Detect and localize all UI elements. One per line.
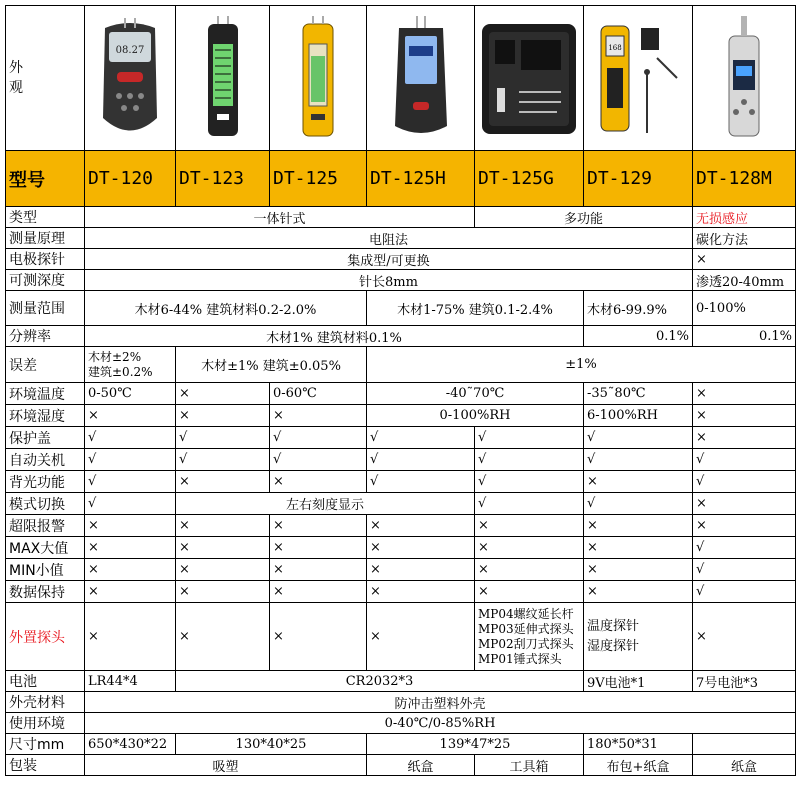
appearance-label: 外 观	[6, 6, 85, 151]
cell: 130*40*25	[176, 734, 367, 755]
dt125h-device-icon	[367, 6, 475, 151]
cell: ×	[367, 515, 475, 537]
shell-row	[6, 692, 796, 713]
cell: ×	[693, 249, 796, 270]
type-row	[6, 207, 796, 228]
cell: ×	[367, 537, 475, 559]
svg-text:08.27: 08.27	[115, 45, 145, 56]
max-row	[6, 537, 796, 559]
row-label: 数据保持	[6, 581, 85, 603]
cell: 0-100%	[693, 291, 796, 326]
cell: 木材1% 建筑材料0.1%	[85, 326, 584, 347]
humidity-row	[6, 405, 796, 427]
cell: ×	[693, 383, 796, 405]
cell: ×	[176, 515, 270, 537]
cell: √	[367, 471, 475, 493]
cell: ×	[475, 559, 584, 581]
row-label: 电极探针	[6, 249, 85, 270]
cell: 0.1%	[693, 326, 796, 347]
row-label: 使用环境	[6, 713, 85, 734]
cell: ×	[176, 581, 270, 603]
row-label: 外置探头	[6, 603, 85, 671]
cell: CR2032*3	[176, 671, 584, 692]
min-row	[6, 559, 796, 581]
cell: ×	[475, 537, 584, 559]
cell: ×	[584, 515, 693, 537]
cell: √	[85, 471, 176, 493]
backlight-row	[6, 471, 796, 493]
cell: 温度探针 湿度探针	[584, 603, 693, 671]
cell: √	[475, 449, 584, 471]
cell: ×	[584, 471, 693, 493]
row-label: 误差	[6, 347, 85, 383]
cell: 650*430*22	[85, 734, 176, 755]
cell: 0-60℃	[270, 383, 367, 405]
cell: √	[693, 581, 796, 603]
cell: ×	[475, 581, 584, 603]
cell: 木材6-99.9%	[584, 291, 693, 326]
cell: ×	[693, 603, 796, 671]
row-label: 自动关机	[6, 449, 85, 471]
cell: 木材±1% 建筑±0.05%	[176, 347, 367, 383]
env-row	[6, 713, 796, 734]
cell: 木材6-44% 建筑材料0.2-2.0%	[85, 291, 367, 326]
cell: ×	[270, 559, 367, 581]
cell: ×	[85, 405, 176, 427]
spec-table	[5, 5, 796, 776]
row-label: 超限报警	[6, 515, 85, 537]
cell: 针长8mm	[85, 270, 693, 291]
cell: √	[85, 427, 176, 449]
cell: 多功能	[475, 207, 693, 228]
cell: √	[693, 537, 796, 559]
alarm-row	[6, 515, 796, 537]
cell: √	[584, 449, 693, 471]
cell: √	[584, 427, 693, 449]
cell: 180*50*31	[584, 734, 693, 755]
cell: √	[693, 449, 796, 471]
svg-text:168: 168	[607, 44, 622, 52]
cell: √	[270, 427, 367, 449]
row-label: MIN小值	[6, 559, 85, 581]
cell: 0-50℃	[85, 383, 176, 405]
cell: ×	[176, 383, 270, 405]
cell: 0-40℃/0-85%RH	[85, 713, 796, 734]
cell: 6-100%RH	[584, 405, 693, 427]
cell: 木材±2% 建筑±0.2%	[85, 347, 176, 383]
cell: √	[270, 449, 367, 471]
cell: ×	[176, 471, 270, 493]
cell: ×	[584, 581, 693, 603]
cell: 纸盒	[693, 755, 796, 776]
cell: 7号电池*3	[693, 671, 796, 692]
probe-row	[6, 249, 796, 270]
cell: ×	[85, 537, 176, 559]
cell: √	[367, 449, 475, 471]
dt125g-case-icon	[475, 6, 584, 151]
model-row	[6, 151, 796, 207]
cell: 139*47*25	[367, 734, 584, 755]
cell: ×	[270, 581, 367, 603]
cell: ×	[475, 515, 584, 537]
dt128m-device-icon	[693, 6, 796, 151]
model-dt129: DT-129	[584, 151, 693, 207]
cell: √	[475, 493, 584, 515]
cell: 吸塑	[85, 755, 367, 776]
cell: ×	[693, 493, 796, 515]
cell: ×	[270, 405, 367, 427]
row-label: 电池	[6, 671, 85, 692]
cell: ×	[85, 603, 176, 671]
package-row	[6, 755, 796, 776]
model-dt125g: DT-125G	[475, 151, 584, 207]
row-label: 包装	[6, 755, 85, 776]
cell: 渗透20-40mm	[693, 270, 796, 291]
cell: √	[693, 471, 796, 493]
model-label: 型号	[6, 151, 85, 207]
row-label: 测量范围	[6, 291, 85, 326]
cell: ×	[693, 405, 796, 427]
row-label: 可测深度	[6, 270, 85, 291]
model-dt125: DT-125	[270, 151, 367, 207]
cell: 纸盒	[367, 755, 475, 776]
row-label: 尺寸mm	[6, 734, 85, 755]
principle-row	[6, 228, 796, 249]
row-label: MAX大值	[6, 537, 85, 559]
resolution-row	[6, 326, 796, 347]
row-label: 背光功能	[6, 471, 85, 493]
cell	[693, 734, 796, 755]
cell: ×	[270, 515, 367, 537]
appearance-row	[6, 6, 796, 151]
cell: LR44*4	[85, 671, 176, 692]
cell: √	[176, 449, 270, 471]
model-dt123: DT-123	[176, 151, 270, 207]
cell: ×	[270, 537, 367, 559]
cell: 一体针式	[85, 207, 475, 228]
cover-row	[6, 427, 796, 449]
cell: 碳化方法	[693, 228, 796, 249]
row-label: 保护盖	[6, 427, 85, 449]
cell: -40˜70℃	[367, 383, 584, 405]
temp-row	[6, 383, 796, 405]
cell: 木材1-75% 建筑0.1-2.4%	[367, 291, 584, 326]
cell: 0-100%RH	[367, 405, 584, 427]
error-row	[6, 347, 796, 383]
model-dt128m: DT-128M	[693, 151, 796, 207]
hold-row	[6, 581, 796, 603]
cell: ×	[367, 603, 475, 671]
cell: ±1%	[367, 347, 796, 383]
row-label: 环境湿度	[6, 405, 85, 427]
cell: 工具箱	[475, 755, 584, 776]
model-dt125h: DT-125H	[367, 151, 475, 207]
cell: √	[176, 427, 270, 449]
cell: √	[367, 427, 475, 449]
cell: 布包+纸盒	[584, 755, 693, 776]
probe-list-cell: MP04螺纹延长杆 MP03延伸式探头 MP02刮刀式探头 MP01锤式探头	[475, 603, 584, 671]
cell: 电阻法	[85, 228, 693, 249]
cell: ×	[176, 559, 270, 581]
cell: ×	[270, 471, 367, 493]
cell: ×	[270, 603, 367, 671]
cell: √	[584, 493, 693, 515]
model-dt120: DT-120	[85, 151, 176, 207]
cell: ×	[367, 581, 475, 603]
cell: ×	[693, 427, 796, 449]
cell: 0.1%	[584, 326, 693, 347]
size-row	[6, 734, 796, 755]
cell: √	[475, 427, 584, 449]
row-label: 模式切换	[6, 493, 85, 515]
external-probe-row	[6, 603, 796, 671]
cell: √	[475, 471, 584, 493]
cell: ×	[85, 515, 176, 537]
cell: ×	[176, 405, 270, 427]
dt123-device-icon	[176, 6, 270, 151]
cell: ×	[584, 559, 693, 581]
cell: -35˜80℃	[584, 383, 693, 405]
depth-row	[6, 270, 796, 291]
cell: 防冲击塑料外壳	[85, 692, 796, 713]
cell: ×	[367, 559, 475, 581]
battery-row	[6, 671, 796, 692]
autooff-row	[6, 449, 796, 471]
dt125-device-icon	[270, 6, 367, 151]
row-label: 测量原理	[6, 228, 85, 249]
row-label: 类型	[6, 207, 85, 228]
dt129-device-icon	[584, 6, 693, 151]
cell: 集成型/可更换	[85, 249, 693, 270]
cell: 9V电池*1	[584, 671, 693, 692]
mode-row	[6, 493, 796, 515]
row-label: 外壳材料	[6, 692, 85, 713]
cell: 无损感应	[693, 207, 796, 228]
cell: √	[85, 493, 176, 515]
cell: √	[693, 559, 796, 581]
cell: ×	[693, 515, 796, 537]
range-row	[6, 291, 796, 326]
row-label: 分辨率	[6, 326, 85, 347]
cell: ×	[85, 559, 176, 581]
cell: 左右刻度显示	[176, 493, 475, 515]
cell: ×	[85, 581, 176, 603]
cell: ×	[176, 537, 270, 559]
row-label: 环境温度	[6, 383, 85, 405]
dt120-device-icon	[85, 6, 176, 151]
cell: ×	[176, 603, 270, 671]
cell: ×	[584, 537, 693, 559]
cell: √	[85, 449, 176, 471]
